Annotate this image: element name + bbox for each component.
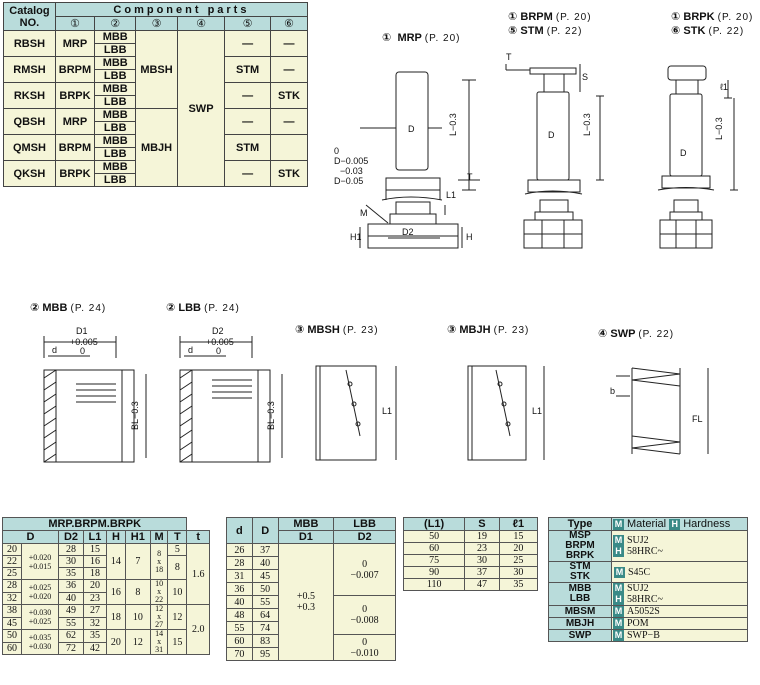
cell: 72 [59, 642, 84, 655]
col-l1: ℓ1 [499, 518, 537, 531]
type-cell: STM STK [549, 562, 612, 583]
cell: 48 [227, 609, 253, 622]
dim-zero: 0 [80, 346, 86, 356]
part-5: — [225, 161, 271, 187]
cell: 37 [252, 544, 278, 557]
part-mbb: MBB [95, 161, 136, 174]
material-value: A5052S [627, 606, 660, 617]
label-name: MBJH [459, 324, 491, 336]
catalog-no: RKSH [4, 83, 56, 109]
hardness-label: Hardness [683, 518, 731, 530]
part-4: SWP [177, 31, 225, 187]
dim-BL-lbb: BL−0.3 [266, 401, 276, 430]
dim-L-brpk: L−0.3 [714, 117, 724, 140]
type-cell: MBB LBB [549, 583, 612, 606]
part-5: — [225, 31, 271, 57]
dim-tol-b: −0.03 [340, 166, 363, 176]
cell: 16 [106, 580, 125, 605]
dim-D: D [408, 124, 415, 134]
material-icon: M [615, 566, 624, 577]
material-icon: M [614, 535, 623, 545]
cell: 22 [3, 556, 22, 568]
col-t: t [187, 531, 210, 544]
cell: 14 [106, 544, 125, 580]
dim-T-brpm: T [506, 52, 512, 62]
catalog-no: QKSH [4, 161, 56, 187]
cell: 28 [3, 580, 22, 593]
dim-D-brpk: D [680, 148, 687, 158]
cell: 60 [227, 635, 253, 648]
cell: 10 [125, 605, 150, 630]
material-value: SWP−B [627, 630, 660, 641]
cell-d1-tol: +0.5 +0.3 [278, 544, 334, 661]
cell: 36 [227, 583, 253, 596]
cell: 7 [125, 544, 150, 580]
cell: 64 [252, 609, 278, 622]
label-stm [508, 24, 582, 37]
part-lbb: LBB [95, 70, 136, 83]
col-lbb: LBB [334, 518, 396, 531]
cell: 74 [252, 622, 278, 635]
label-page: (P. 20) [717, 12, 754, 23]
cell-tol: +0.020 +0.015 [21, 544, 58, 580]
cell: 23 [83, 592, 106, 605]
col-D1: D1 [278, 531, 334, 544]
col-num-1: ① [55, 17, 94, 31]
cell-d2-tol: 0 −0.008 [334, 596, 396, 635]
label-mbb [30, 301, 106, 314]
mrp-dim-table [2, 517, 210, 655]
cell: 1.6 [187, 544, 210, 605]
part-1: BRPM [55, 135, 94, 161]
cell: 14 x 31 [150, 630, 168, 655]
dim-D1: D1 [76, 326, 88, 336]
cell: 32 [3, 592, 22, 605]
part-mbb: MBB [95, 57, 136, 70]
material-table [548, 517, 748, 642]
col-mbb: MBB [278, 518, 334, 531]
cell: 12 [168, 605, 187, 630]
cell: 50 [252, 583, 278, 596]
l1-table [403, 517, 538, 591]
label-num: ④ [598, 328, 608, 340]
cell: 49 [59, 605, 84, 618]
part-5: STM [225, 57, 271, 83]
cell: 15 [168, 630, 187, 655]
dim-l1-brpk: ℓ1 [720, 82, 728, 92]
catalog-no: QBSH [4, 109, 56, 135]
cell: 20 [83, 580, 106, 593]
cell: 27 [83, 605, 106, 618]
cell: 40 [59, 592, 84, 605]
cell-tol: +0.035 +0.030 [21, 630, 58, 655]
cell: 30 [465, 555, 499, 567]
hardness-value: 58HRC~ [627, 594, 663, 605]
dim-S-brpm: S [582, 72, 589, 82]
label-page: (P. 22) [546, 26, 583, 37]
cell: 26 [227, 544, 253, 557]
label-page: (P. 20) [424, 33, 461, 44]
cell: 70 [227, 648, 253, 661]
cell: 28 [59, 544, 84, 556]
cell: 42 [83, 642, 106, 655]
cell: 50 [3, 630, 22, 643]
cell: 75 [404, 555, 465, 567]
mat-cell [612, 606, 748, 618]
dim-tol-plus-lbb: +0.005 [206, 337, 234, 347]
cell: 30 [499, 567, 537, 579]
dim-D2: D2 [402, 227, 414, 237]
part-3-top: MBSH [136, 31, 177, 109]
dim-BL: BL−0.3 [130, 401, 140, 430]
cell: 12 x 27 [150, 605, 168, 630]
label-lbb [166, 301, 240, 314]
label-num: ③ [447, 324, 457, 336]
cell: 25 [3, 568, 22, 580]
middle-drawings [20, 318, 760, 468]
part-1: MRP [55, 31, 94, 57]
part-6: STK [270, 83, 307, 109]
label-page: (P. 23) [493, 325, 530, 336]
material-icon: M [614, 583, 623, 593]
cell: 19 [465, 531, 499, 543]
part-5: — [225, 109, 271, 135]
cell: 40 [252, 557, 278, 570]
cell: 45 [3, 617, 22, 630]
components-header: Component parts [55, 3, 307, 17]
label-page: (P. 22) [708, 26, 745, 37]
part-mbb: MBB [95, 83, 136, 96]
cell: 37 [465, 567, 499, 579]
col-M: M [150, 531, 168, 544]
mrp-body [396, 72, 428, 170]
part-mbb: MBB [95, 31, 136, 44]
cell: 10 x 22 [150, 580, 168, 605]
col-d: d [227, 518, 253, 544]
material-label: Material [627, 518, 667, 530]
cell-d2-tol: 0 −0.010 [334, 635, 396, 661]
label-name: BRPK [683, 11, 715, 23]
cell: 40 [227, 596, 253, 609]
col-num-4: ④ [177, 17, 225, 31]
cell: 35 [83, 630, 106, 643]
part-6: — [270, 109, 307, 135]
cell: 95 [252, 648, 278, 661]
hardness-icon: H [613, 546, 624, 557]
dim-L: L−0.3 [448, 113, 458, 136]
col-H: H [106, 531, 125, 544]
col-H1: H1 [125, 531, 150, 544]
dim-tol-c: D−0.05 [334, 176, 364, 186]
cell: 35 [499, 579, 537, 591]
part-lbb: LBB [95, 96, 136, 109]
label-num: ③ [295, 324, 305, 336]
material-value: POM [627, 618, 649, 629]
mat-cell [612, 531, 748, 562]
label-num: ① [671, 11, 681, 23]
part-6 [270, 135, 307, 161]
label-brpm [508, 10, 592, 23]
label-page: (P. 24) [70, 303, 107, 314]
cell: 8 [125, 580, 150, 605]
mrp-table-title: MRP.BRPM.BRPK [3, 518, 187, 531]
part-3-bottom: MBJH [136, 109, 177, 187]
hardness-value: 58HRC~ [627, 546, 663, 557]
catalog-table [3, 2, 308, 187]
mrp-flange [386, 178, 440, 190]
cell-d2-tol: 0 −0.007 [334, 544, 396, 596]
part-lbb: LBB [95, 148, 136, 161]
cell: 50 [404, 531, 465, 543]
dim-L1-mbjh: L1 [532, 406, 543, 416]
label-num: ① [508, 11, 518, 23]
label-name: MRP [397, 32, 422, 44]
material-value: SUJ2 [627, 535, 649, 546]
part-1: BRPM [55, 57, 94, 83]
mat-cell [612, 630, 748, 642]
label-num: ① [382, 32, 392, 44]
cell: 15 [499, 531, 537, 543]
cell: 10 [168, 580, 187, 605]
cell: 32 [83, 617, 106, 630]
col-num-6: ⑥ [270, 17, 307, 31]
cell: 25 [499, 555, 537, 567]
mat-cell [612, 618, 748, 630]
label-name: LBB [178, 302, 201, 314]
dim-T: T [467, 172, 473, 182]
cell: 16 [83, 556, 106, 568]
cell: 90 [404, 567, 465, 579]
label-page: (P. 24) [204, 303, 240, 314]
part-mbb: MBB [95, 109, 136, 122]
mat-cell [612, 583, 748, 606]
dim-L1: L1 [446, 190, 457, 200]
col-material-hardness [612, 518, 748, 531]
col-D: D [3, 531, 59, 544]
dd-table [226, 517, 396, 661]
dim-zero-lbb: 0 [216, 346, 222, 356]
material-icon: M [614, 519, 623, 529]
part-5: — [225, 83, 271, 109]
type-cell: MSP BRPM BRPK [549, 531, 612, 562]
label-num: ⑤ [508, 25, 518, 37]
catalog-no: QMSH [4, 135, 56, 161]
dim-L-brpm: L−0.3 [582, 113, 592, 136]
cell: 55 [59, 617, 84, 630]
col-D2: D2 [334, 531, 396, 544]
cell: 35 [59, 568, 84, 580]
cell: 83 [252, 635, 278, 648]
part-lbb: LBB [95, 122, 136, 135]
dim-M: M [360, 208, 368, 218]
dim-tol-0: 0 [334, 146, 340, 156]
label-stk [671, 24, 744, 37]
cell: 20 [106, 630, 125, 655]
dim-FL: FL [692, 414, 703, 424]
cell: 15 [83, 544, 106, 556]
material-icon: M [614, 618, 623, 628]
col-D2: D2 [59, 531, 84, 544]
label-name: STK [683, 25, 706, 37]
part-lbb: LBB [95, 174, 136, 187]
dim-H: H [466, 232, 473, 242]
material-icon: M [614, 606, 623, 616]
cell: 60 [404, 543, 465, 555]
cell: 62 [59, 630, 84, 643]
cell: 23 [465, 543, 499, 555]
cell: 45 [252, 570, 278, 583]
part-lbb: LBB [95, 44, 136, 57]
dim-b: b [610, 386, 616, 396]
catalog-no-header: Catalog NO. [4, 3, 56, 31]
cell: 38 [3, 605, 22, 618]
label-num: ② [166, 302, 176, 314]
col-num-2: ② [95, 17, 136, 31]
label-page: (P. 20) [555, 12, 592, 23]
label-name: MBB [42, 302, 68, 314]
col-num-3: ③ [136, 17, 177, 31]
label-name: MBSH [307, 324, 340, 336]
part-5: STM [225, 135, 271, 161]
hardness-icon: H [669, 519, 680, 530]
col-num-5: ⑤ [225, 17, 271, 31]
cell: 12 [125, 630, 150, 655]
part-mbb: MBB [95, 135, 136, 148]
dim-D-brpm: D [548, 130, 555, 140]
type-cell: MBJH [549, 618, 612, 630]
cell: 18 [106, 605, 125, 630]
material-value: SUJ2 [627, 583, 649, 594]
label-brpk [671, 10, 753, 23]
col-L1: L1 [83, 531, 106, 544]
type-cell: SWP [549, 630, 612, 642]
label-name: STM [520, 25, 544, 37]
col-D: D [252, 518, 278, 544]
cell: 110 [404, 579, 465, 591]
cell: 18 [83, 568, 106, 580]
cell: 5 [168, 544, 187, 556]
part-1: BRPK [55, 83, 94, 109]
cell: 20 [499, 543, 537, 555]
label-num: ② [30, 302, 40, 314]
cell: 31 [227, 570, 253, 583]
cell: 2.0 [187, 605, 210, 655]
label-name: BRPM [520, 11, 553, 23]
cell-tol: +0.025 +0.020 [21, 580, 58, 605]
cell: 55 [252, 596, 278, 609]
dim-L1-mbsh: L1 [382, 406, 393, 416]
part-6: STK [270, 161, 307, 187]
part-1: BRPK [55, 161, 94, 187]
cell: 8 x 18 [150, 544, 168, 580]
dim-H1: H1 [350, 232, 362, 242]
cell: 20 [3, 544, 22, 556]
material-value: S45C [628, 566, 651, 578]
col-L1: (L1) [404, 518, 465, 531]
cell: 47 [465, 579, 499, 591]
label-num: ⑥ [671, 25, 681, 37]
material-icon: M [614, 630, 623, 640]
label-name: SWP [610, 328, 636, 340]
dim-d-lbb: d [188, 345, 194, 355]
cell: 8 [168, 556, 187, 580]
catalog-no: RBSH [4, 31, 56, 57]
dim-d: d [52, 345, 58, 355]
part-6: — [270, 57, 307, 83]
type-cell: MBSM [549, 606, 612, 618]
cell: 28 [227, 557, 253, 570]
label-page: (P. 22) [638, 329, 675, 340]
dim-D2-lbb: D2 [212, 326, 224, 336]
hardness-icon: H [613, 594, 624, 605]
cell: 60 [3, 642, 22, 655]
dim-tol-plus: +0.005 [70, 337, 98, 347]
cell: 55 [227, 622, 253, 635]
dim-tol-a: D−0.005 [334, 156, 369, 166]
col-T: T [168, 531, 187, 544]
top-drawings [330, 40, 760, 255]
cell: 36 [59, 580, 84, 593]
part-1: MRP [55, 109, 94, 135]
cell-tol: +0.030 +0.025 [21, 605, 58, 630]
col-S: S [465, 518, 499, 531]
cell: 30 [59, 556, 84, 568]
col-type: Type [549, 518, 612, 531]
catalog-no: RMSH [4, 57, 56, 83]
label-page: (P. 23) [342, 325, 379, 336]
mat-cell [612, 562, 748, 583]
part-6: — [270, 31, 307, 57]
